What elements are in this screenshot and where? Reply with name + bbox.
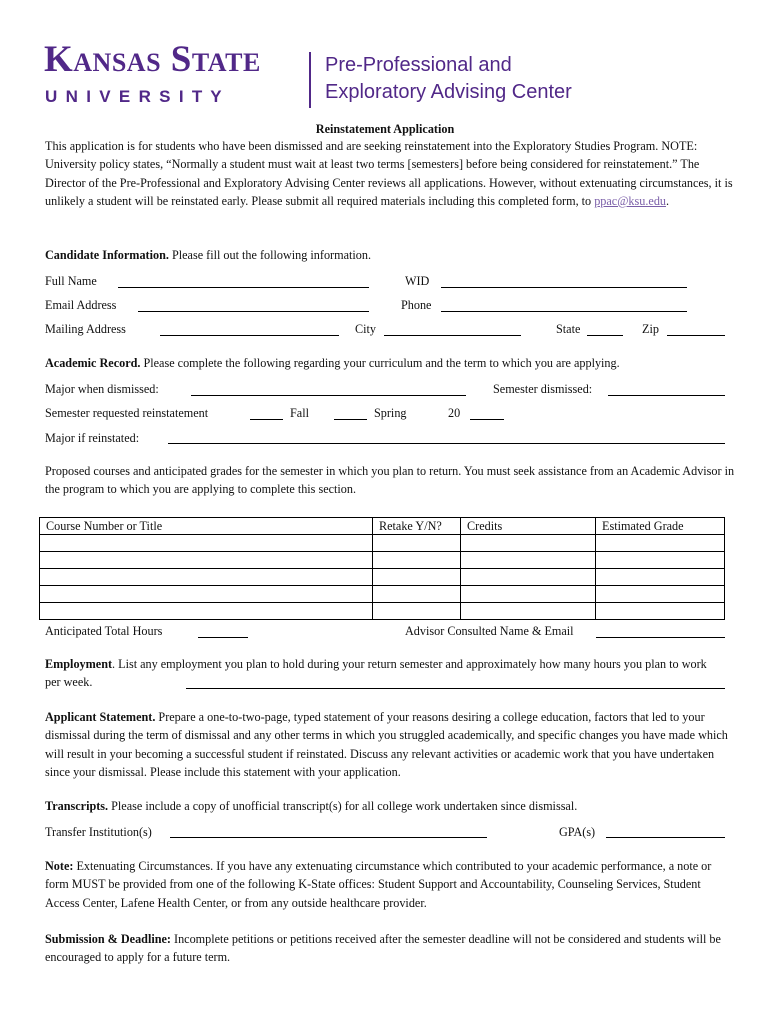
wid-label: WID — [405, 274, 430, 288]
table-cell[interactable] — [461, 586, 596, 603]
mailing-address-label: Mailing Address — [45, 322, 126, 336]
gpa-field[interactable] — [606, 837, 725, 838]
note-section — [45, 857, 735, 912]
table-cell[interactable] — [373, 603, 461, 620]
zip-field[interactable] — [667, 335, 725, 336]
year-field[interactable] — [470, 419, 504, 420]
email-label: Email Address — [45, 298, 117, 312]
transcripts-heading: Transcripts. — [45, 799, 109, 813]
advisor-consulted-field[interactable] — [596, 637, 725, 638]
transcripts-section — [45, 797, 577, 815]
candidate-section — [45, 246, 371, 264]
table-cell[interactable] — [373, 535, 461, 552]
major-reinstated-field[interactable] — [168, 443, 725, 444]
university-logo-wordmark: Kansas State — [44, 39, 261, 80]
table-header-credits: Credits — [461, 518, 596, 535]
table-row — [40, 586, 725, 603]
city-field[interactable] — [384, 335, 521, 336]
employment-text: . List any employment you plan to hold during your return semester and approximately how many hours you plan to work per week. — [45, 657, 707, 690]
table-cell[interactable] — [461, 569, 596, 586]
table-row — [40, 552, 725, 569]
gpa-label: GPA(s) — [559, 825, 596, 839]
employment-section — [45, 655, 725, 692]
center-name-line1: Pre-Professional and — [325, 54, 512, 76]
table-header-retake: Retake Y/N? — [373, 518, 461, 535]
intro-paragraph — [45, 137, 735, 210]
employment-field[interactable] — [186, 688, 725, 689]
mailing-address-field[interactable] — [160, 335, 339, 336]
academic-heading: Academic Record. — [45, 356, 141, 370]
academic-section — [45, 354, 620, 372]
table-header-grade: Estimated Grade — [596, 518, 725, 535]
deadline-section — [45, 930, 735, 967]
fall-label: Fall — [290, 406, 309, 420]
academic-text: Please complete the following regarding your curriculum and the term to which you are applying. — [143, 356, 620, 370]
courses-intro: Proposed courses and anticipated grades for the semester in which you plan to return. You must seek assistance from an Academic Advisor in the program to which you are applying to complete this section. — [45, 464, 735, 497]
major-dismissed-field[interactable] — [191, 395, 466, 396]
table-cell[interactable] — [40, 586, 373, 603]
note-text: Extenuating Circumstances. If you have any extenuating circumstance which contributed to your academic performance, a note or form MUST be provided from one of the following K-State offices: Student Support and Accountability, Counseling Services, Student Access Center, Lafene Health Center, or from any outside healthcare provider. — [45, 859, 712, 910]
anticipated-hours-field[interactable] — [198, 637, 248, 638]
table-header-course: Course Number or Title — [40, 518, 373, 535]
wid-field[interactable] — [441, 287, 687, 288]
deadline-text: Incomplete petitions or petitions received after the semester deadline will not be considered and students will be encouraged to apply for a future term. — [45, 932, 721, 965]
table-header-row — [40, 518, 725, 535]
spring-label: Spring — [374, 406, 407, 420]
advisor-consulted-label: Advisor Consulted Name & Email — [405, 624, 574, 638]
transfer-institution-field[interactable] — [170, 837, 487, 838]
page-title: Reinstatement Application — [315, 122, 455, 136]
major-reinstated-label: Major if reinstated: — [45, 431, 140, 445]
semester-dismissed-field[interactable] — [608, 395, 725, 396]
phone-field[interactable] — [441, 311, 687, 312]
employment-heading: Employment — [45, 657, 113, 671]
table-cell[interactable] — [461, 535, 596, 552]
transfer-institution-label: Transfer Institution(s) — [45, 825, 152, 839]
contact-email-link[interactable]: ppac@ksu.edu — [594, 193, 667, 208]
table-cell[interactable] — [596, 552, 725, 569]
deadline-heading: Submission & Deadline: — [45, 932, 171, 946]
table-cell[interactable] — [373, 552, 461, 569]
statement-heading: Applicant Statement. — [45, 710, 156, 724]
university-logo-subline: U N I V E R S I T Y — [45, 87, 224, 106]
note-heading: Note: — [45, 859, 74, 873]
statement-section — [45, 708, 735, 781]
state-field[interactable] — [587, 335, 623, 336]
table-cell[interactable] — [40, 569, 373, 586]
table-cell[interactable] — [373, 569, 461, 586]
table-cell[interactable] — [596, 603, 725, 620]
table-cell[interactable] — [373, 586, 461, 603]
full-name-field[interactable] — [118, 287, 369, 288]
year-prefix: 20 — [448, 406, 461, 420]
table-cell[interactable] — [461, 552, 596, 569]
fall-checkbox-line[interactable] — [250, 419, 283, 420]
logo-divider — [309, 52, 311, 108]
table-row — [40, 569, 725, 586]
table-cell[interactable] — [596, 535, 725, 552]
table-cell[interactable] — [40, 603, 373, 620]
city-label: City — [355, 322, 376, 336]
email-field[interactable] — [138, 311, 369, 312]
center-name-line2: Exploratory Advising Center — [325, 81, 572, 103]
intro-text: This application is for students who have been dismissed and are seeking reinstatement into the Exploratory Studies Program. NOTE: University policy states, “Normally a student must wait at least two terms [semesters] before being considered for reinstatement.” The Director of the Pre-Professional and Exploratory Advising Center reviews all applications. However, without extenuating circumstances, it is unlikely a student will be reinstated early. Please submit all required materials including this completed form, to — [45, 139, 733, 208]
statement-text: Prepare a one-to-two-page, typed statement of your reasons desiring a college education, factors that led to your dismissal during the term of dismissal and any other terms in which you struggled academically, and specific changes you have made which will result in your becoming a successful student if reinstated. Discuss any relevant activities or academic work that you have undertaken since your dismissal. Please include this statement with your application. — [45, 710, 728, 779]
candidate-heading: Candidate Information. — [45, 248, 169, 262]
table-cell[interactable] — [40, 552, 373, 569]
table-cell[interactable] — [461, 603, 596, 620]
phone-label: Phone — [401, 298, 432, 312]
full-name-label: Full Name — [45, 274, 97, 288]
transcripts-text: Please include a copy of unofficial transcript(s) for all college work undertaken since dismissal. — [111, 799, 578, 813]
major-dismissed-label: Major when dismissed: — [45, 382, 159, 396]
courses-table — [39, 517, 725, 620]
table-row — [40, 535, 725, 552]
table-row — [40, 603, 725, 620]
intro-end: . — [666, 193, 670, 208]
spring-checkbox-line[interactable] — [334, 419, 367, 420]
table-cell[interactable] — [596, 569, 725, 586]
anticipated-hours-label: Anticipated Total Hours — [45, 624, 163, 638]
table-cell[interactable] — [596, 586, 725, 603]
semester-dismissed-label: Semester dismissed: — [493, 382, 593, 396]
zip-label: Zip — [642, 322, 659, 336]
state-label: State — [556, 322, 581, 336]
candidate-text: Please fill out the following information. — [171, 248, 371, 262]
semester-requested-label: Semester requested reinstatement — [45, 406, 209, 420]
table-cell[interactable] — [40, 535, 373, 552]
